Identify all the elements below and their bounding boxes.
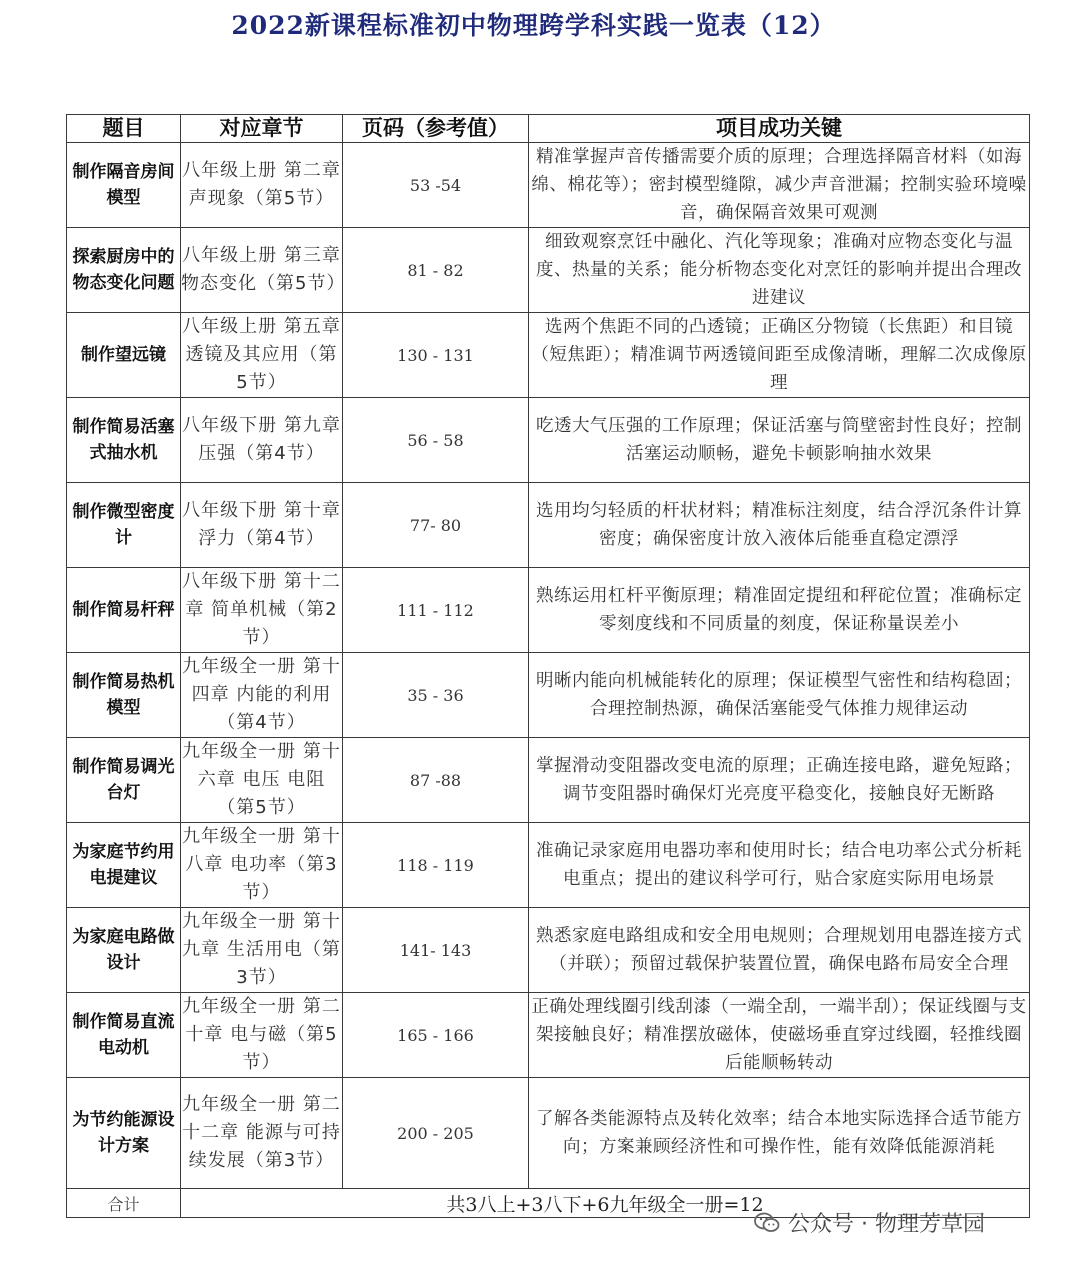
table-row xyxy=(67,398,1030,483)
key-cell: 准确记录家庭用电器功率和使用时长；结合电功率公式分析耗电重点；提出的建议科学可行，贴合家庭实际用电场景 xyxy=(529,823,1030,908)
key-cell: 选两个焦距不同的凸透镜；正确区分物镜（长焦距）和目镜（短焦距）；精准调节两透镜间距至成像清晰，理解二次成像原理 xyxy=(529,313,1030,398)
wechat-icon xyxy=(754,1211,780,1235)
topic-cell: 制作简易调光台灯 xyxy=(67,738,181,823)
topic-cell: 为节约能源设计方案 xyxy=(67,1078,181,1189)
watermark-text: 公众号 · 物理芳草园 xyxy=(788,1212,985,1237)
chapter-cell: 九年级全一册 第十八章 电功率（第3节） xyxy=(181,823,343,908)
chapter-cell: 九年级全一册 第十四章 内能的利用（第4节） xyxy=(181,653,343,738)
table-row xyxy=(67,908,1030,993)
topic-cell: 制作隔音房间模型 xyxy=(67,143,181,228)
table-row xyxy=(67,823,1030,908)
chapter-cell: 八年级下册 第九章 压强（第4节） xyxy=(181,398,343,483)
topic-cell: 制作简易热机模型 xyxy=(67,653,181,738)
chapter-cell: 八年级下册 第十二章 简单机械（第2节） xyxy=(181,568,343,653)
chapter-cell: 八年级上册 第五章 透镜及其应用（第5节） xyxy=(181,313,343,398)
watermark xyxy=(754,1207,985,1238)
page-title: 2022新课程标准初中物理跨学科实践一览表（12） xyxy=(231,11,836,40)
key-cell: 选用均匀轻质的杆状材料；精准标注刻度，结合浮沉条件计算密度；确保密度计放入液体后能垂直稳定漂浮 xyxy=(529,483,1030,568)
chapter-cell: 九年级全一册 第二十二章 能源与可持续发展（第3节） xyxy=(181,1078,343,1189)
column-header-topic: 题目 xyxy=(67,115,181,143)
pages-cell: 111 - 112 xyxy=(343,568,529,653)
topic-cell: 制作微型密度计 xyxy=(67,483,181,568)
key-cell: 明晰内能向机械能转化的原理；保证模型气密性和结构稳固；合理控制热源，确保活塞能受气体推力规律运动 xyxy=(529,653,1030,738)
chapter-cell: 九年级全一册 第十九章 生活用电（第3节） xyxy=(181,908,343,993)
topic-cell: 制作简易直流电动机 xyxy=(67,993,181,1078)
total-label: 合计 xyxy=(67,1189,181,1218)
topic-cell: 制作简易杆秤 xyxy=(67,568,181,653)
key-cell: 熟练运用杠杆平衡原理；精准固定提纽和秤砣位置；准确标定零刻度线和不同质量的刻度，保证称量误差小 xyxy=(529,568,1030,653)
key-cell: 细致观察烹饪中融化、汽化等现象；准确对应物态变化与温度、热量的关系；能分析物态变化对烹饪的影响并提出合理改进建议 xyxy=(529,228,1030,313)
pages-cell: 53 -54 xyxy=(343,143,529,228)
total-value: 共3八上+3八下+6九年级全一册=12 xyxy=(181,1189,1030,1218)
table-row xyxy=(67,993,1030,1078)
pages-cell: 77- 80 xyxy=(343,483,529,568)
chapter-cell: 九年级全一册 第二十章 电与磁（第5节） xyxy=(181,993,343,1078)
topic-cell: 制作简易活塞式抽水机 xyxy=(67,398,181,483)
key-cell: 正确处理线圈引线刮漆（一端全刮，一端半刮）；保证线圈与支架接触良好；精准摆放磁体，使磁场垂直穿过线圈，轻推线圈后能顺畅转动 xyxy=(529,993,1030,1078)
chapter-cell: 八年级上册 第二章 声现象（第5节） xyxy=(181,143,343,228)
column-header-key: 项目成功关键 xyxy=(529,115,1030,143)
chapter-cell: 九年级全一册 第十六章 电压 电阻（第5节） xyxy=(181,738,343,823)
chapter-cell: 八年级上册 第三章 物态变化（第5节） xyxy=(181,228,343,313)
header-row xyxy=(67,115,1030,143)
key-cell: 掌握滑动变阻器改变电流的原理；正确连接电路，避免短路；调节变阻器时确保灯光亮度平稳变化，接触良好无断路 xyxy=(529,738,1030,823)
pages-cell: 130 - 131 xyxy=(343,313,529,398)
key-cell: 精准掌握声音传播需要介质的原理；合理选择隔音材料（如海绵、棉花等）；密封模型缝隙，减少声音泄漏；控制实验环境噪音，确保隔音效果可观测 xyxy=(529,143,1030,228)
key-cell: 了解各类能源特点及转化效率；结合本地实际选择合适节能方向；方案兼顾经济性和可操作性，能有效降低能源消耗 xyxy=(529,1078,1030,1189)
table-row xyxy=(67,313,1030,398)
topic-cell: 为家庭节约用电提建议 xyxy=(67,823,181,908)
practice-table xyxy=(66,114,1030,1218)
pages-cell: 81 - 82 xyxy=(343,228,529,313)
pages-cell: 56 - 58 xyxy=(343,398,529,483)
pages-cell: 141- 143 xyxy=(343,908,529,993)
topic-cell: 探索厨房中的物态变化问题 xyxy=(67,228,181,313)
topic-cell: 制作望远镜 xyxy=(67,313,181,398)
table-row xyxy=(67,568,1030,653)
key-cell: 熟悉家庭电路组成和安全用电规则；合理规划用电器连接方式（并联）；预留过载保护装置位置，确保电路布局安全合理 xyxy=(529,908,1030,993)
pages-cell: 200 - 205 xyxy=(343,1078,529,1189)
table-row xyxy=(67,228,1030,313)
pages-cell: 35 - 36 xyxy=(343,653,529,738)
pages-cell: 118 - 119 xyxy=(343,823,529,908)
table-row xyxy=(67,483,1030,568)
pages-cell: 165 - 166 xyxy=(343,993,529,1078)
column-header-pages: 页码（参考值） xyxy=(343,115,529,143)
table-row xyxy=(67,143,1030,228)
pages-cell: 87 -88 xyxy=(343,738,529,823)
table-row xyxy=(67,1078,1030,1189)
key-cell: 吃透大气压强的工作原理；保证活塞与筒壁密封性良好；控制活塞运动顺畅，避免卡顿影响抽水效果 xyxy=(529,398,1030,483)
topic-cell: 为家庭电路做设计 xyxy=(67,908,181,993)
table-row xyxy=(67,653,1030,738)
chapter-cell: 八年级下册 第十章 浮力（第4节） xyxy=(181,483,343,568)
table-row xyxy=(67,738,1030,823)
column-header-chapter: 对应章节 xyxy=(181,115,343,143)
